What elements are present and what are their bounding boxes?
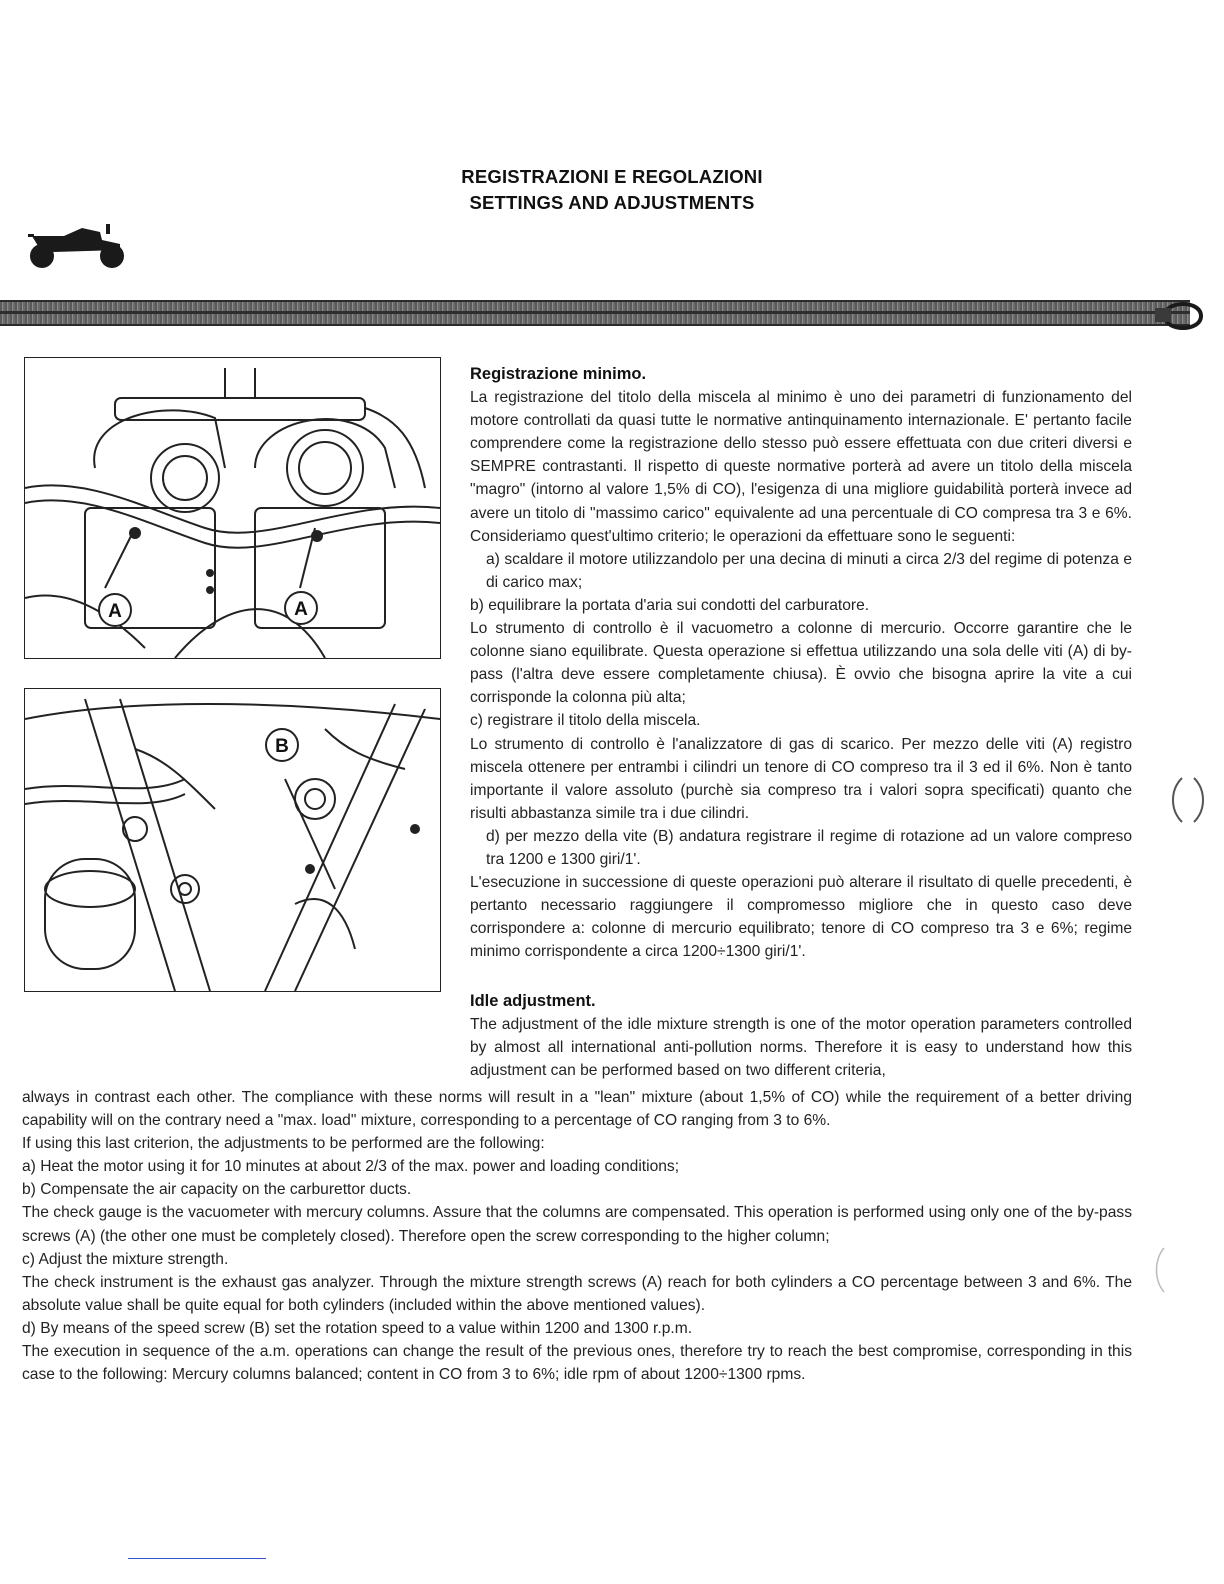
page-title-english: SETTINGS AND ADJUSTMENTS [469,192,755,213]
speed-screw-drawing-b [25,689,440,991]
italian-step-d: d) per mezzo della vite (B) andatura registrare il regime di rotazione ad un valore compreso tra 1200 e 1300 giri/1'. [486,827,1132,868]
english-step-b-detail: The check gauge is the vacuometer with mercury columns. Assure that the columns are compensated. This operation is performed using only one of the by-pass screws (A) (the other one must be completely closed). Therefore open the screw corresponding to the higher column; [22,1204,1132,1245]
motorcycle-icon [24,222,134,272]
english-step-c: c) Adjust the mixture strength. [22,1250,229,1268]
english-heading: Idle adjustment. [470,992,596,1010]
english-intro-top: The adjustment of the idle mixture strength is one of the motor operation parameters controlled by almost all international anti-pollution norms. Therefore it is easy to understand how this adjustment can be performed based on two different criteria, [470,1016,1132,1080]
english-criterion-line: If using this last criterion, the adjustments to be performed are the following: [22,1135,545,1153]
section-divider-band [0,300,1190,326]
label-a-left: A [108,601,122,622]
italian-closing-paragraph: L'esecuzione in successione di queste operazioni può alterare il risultato di quelle precedenti, è pertanto necessario raggiungere il compromesso migliore che in questo caso deve corrispondere a: colonne di mercurio equilibrato; tenore di CO compreso tra 3 e 6%; regime minimo corrispondente a circa 1200÷1300 giri/1'. [470,874,1132,961]
italian-step-c: c) registrare il titolo della miscela. [470,712,701,730]
italian-step-b-detail: Lo strumento di controllo è il vacuometro a colonne di mercurio. Occorre garantire che le colonne siano equilibrate. Questa operazione si effettua utilizzando una sola delle viti (A) di by-pass (l'altra deve essere completamente chiusa). È ovvio che bisogna aprire la vite a cui corrisponde la colonna più alta; [470,620,1132,707]
label-a-right: A [294,599,308,620]
italian-heading: Registrazione minimo. [470,365,647,383]
italian-step-a: a) scaldare il motore utilizzandolo per una decina di minuti a circa 2/3 del regime di potenza e di carico max; [486,550,1132,591]
scan-mark-bracket-icon [1168,770,1208,830]
scan-mark-faint-icon [1150,1240,1190,1300]
english-step-a: a) Heat the motor using it for 10 minutes at about 2/3 of the max. power and loading conditions; [22,1158,680,1176]
carburettor-drawing-a [25,358,440,658]
footer-link-underline [128,1558,266,1559]
italian-text-column [470,363,1132,963]
label-b: B [275,736,289,757]
english-step-c-detail: The check instrument is the exhaust gas analyzer. Through the mixture strength screws (A) reach for both cylinders a CO percentage between 3 and 6%. The absolute value shall be quite equal for both cylinders (included within the above mentioned values). [22,1273,1132,1314]
ring-binder-icon [1155,296,1213,336]
english-intro-rest: always in contrast each other. The compliance with these norms will result in a "lean" mixture (about 1,5% of CO) while the requirement of a better driving capability will on the contrary need a "max. load" mixture, corresponding to a percentage of CO ranging from 3 to 6%. [22,1089,1132,1130]
carburettor-figure-a [24,357,441,659]
english-text-top [470,990,1132,1082]
italian-step-c-detail: Lo strumento di controllo è l'analizzatore di gas di scarico. Per mezzo delle viti (A) registro miscela ottenere per entrambi i cilindri un tenore di CO compreso tra il 3 ed il 6%. Non è tanto importante il valore assoluto (purchè sia compreso tra i valori sopra specificati) quanto che risulti abbastanza simile tra i due cilindri. [470,735,1132,822]
english-step-d: d) By means of the speed screw (B) set the rotation speed to a value within 1200 and 1300 r.p.m. [22,1319,693,1337]
english-text-wide [22,1086,1132,1386]
speed-screw-figure-b [24,688,441,992]
italian-intro-paragraph: La registrazione del titolo della miscela al minimo è uno dei parametri di funzionamento del motore controllati da quasi tutte le normative antinquinamento internazionale. E' pertanto facile comprendere come la registrazione dello stesso può essere effettuata con due criteri diversi e SEMPRE contrastanti. Il rispetto di queste normative porterà ad avere un titolo della miscela "magro" (intorno al valore 1,5% di CO), l'esigenza di una migliore guidabilità porterà invece ad avere un titolo di "massimo carico" equivalente ad una percentuale di CO compresa tra 3 e 6%. Consideriamo quest'ultimo criterio; le operazioni da effettuare sono le seguenti: [470,389,1132,545]
page-title-block [0,164,1224,216]
italian-step-b: b) equilibrare la portata d'aria sui condotti del carburatore. [470,596,870,614]
page-title-italian: REGISTRAZIONI E REGOLAZIONI [461,166,763,187]
english-step-b: b) Compensate the air capacity on the carburettor ducts. [22,1181,412,1199]
english-closing-paragraph: The execution in sequence of the a.m. operations can change the result of the previous ones, therefore try to reach the best compromise, corresponding in this case to the following: Mercury columns balanced; content in CO from 3 to 6%; idle rpm of about 1200÷1300 rpms. [22,1343,1132,1384]
